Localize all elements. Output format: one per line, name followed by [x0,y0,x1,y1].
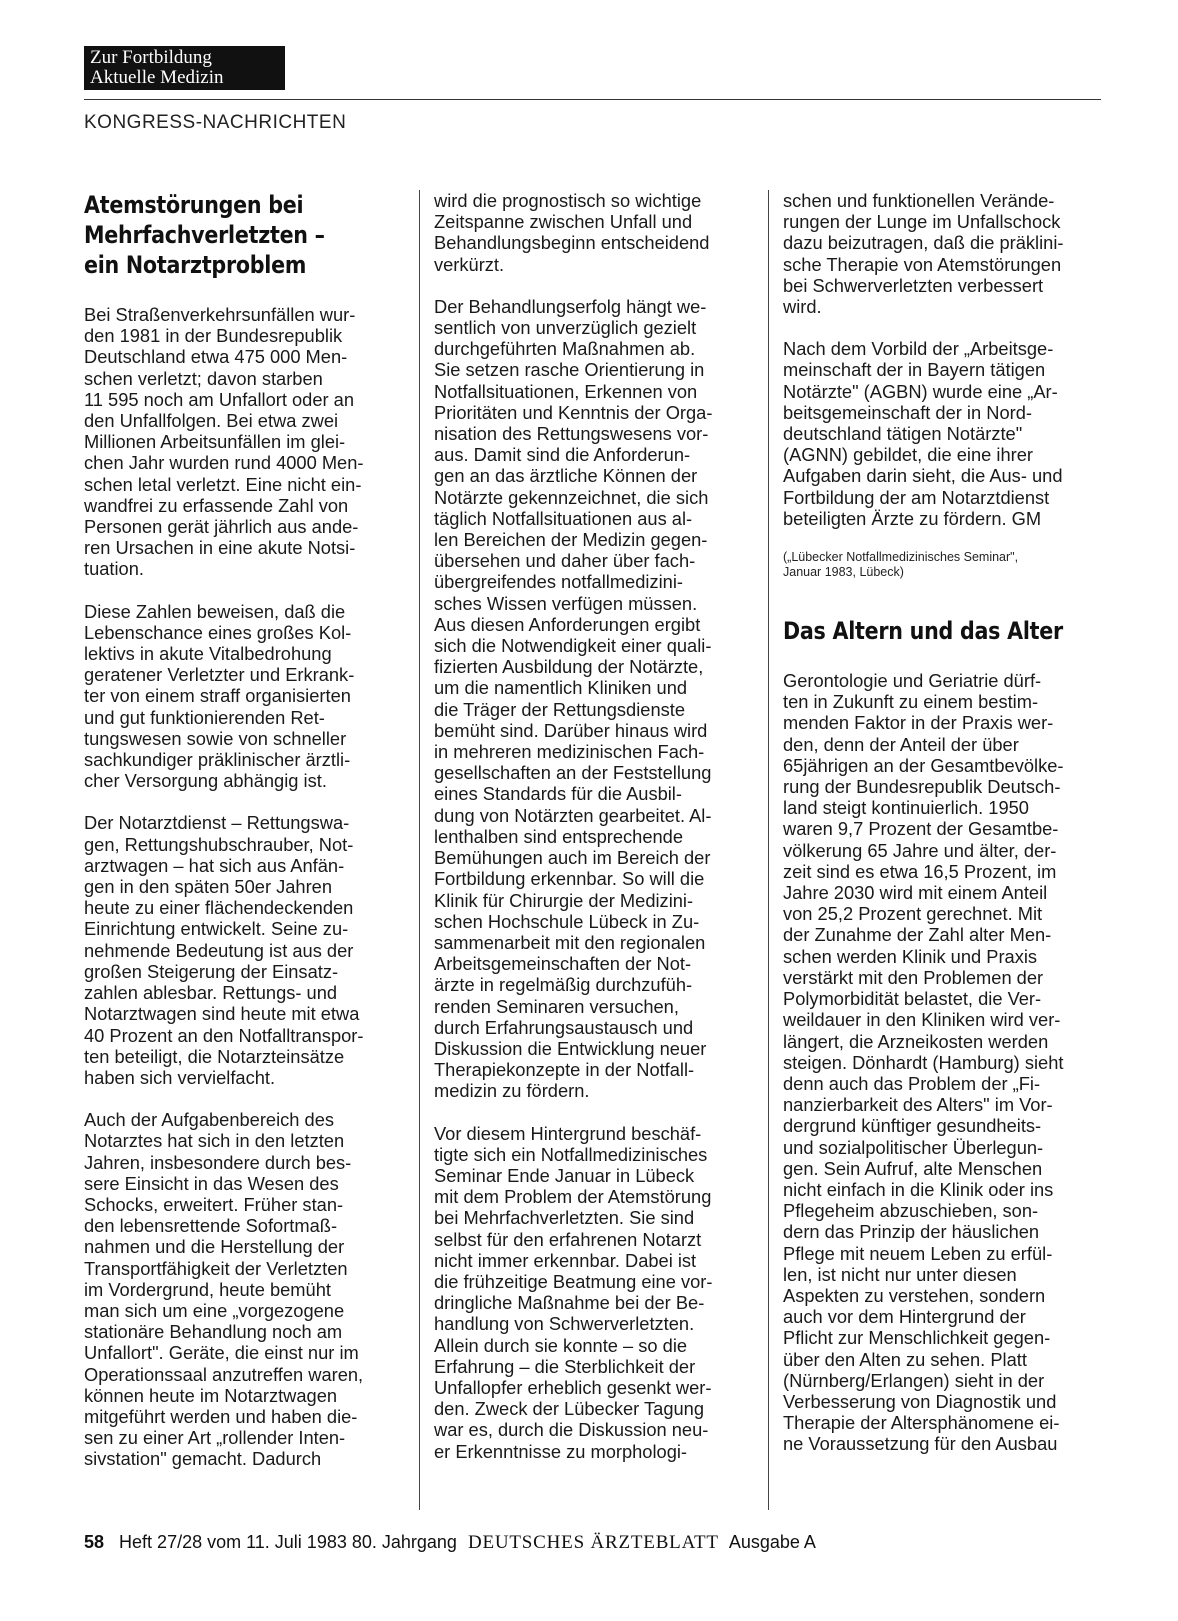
paragraph: wird die prognostisch so wichtige Zeitspanne zwischen Unfall und Behandlungsbeginn entscheidend verkürzt. [434,190,710,275]
column-1 [84,190,406,1491]
category-line-2: Aktuelle Medizin [90,67,224,88]
paragraph: Diese Zahlen beweisen, daß die Lebenschance eines großes Kol- lektivs in akute Vitalbedrohung geratener Verletzter und Erkrank- ter von einem straff organisierten und gut funktionierenden Ret- tungswesen sowie von schneller sachkundiger präklinischer ärztli- cher Versorgung abhängig ist. [84,600,355,792]
category-box [84,46,285,90]
paragraph: Auch der Aufgabenbereich des Notarztes hat sich in den letzten Jahren, insbesondere durch bes- sere Einsicht in das Wesen des Schocks, erweitert. Früher stan- den lebensrettende Sofortmaß- nahmen und die Herstellung der Transportfähigkeit der Verletzten im Vordergrund, heute bemüht man sich um eine „vorgezogene stationäre Behandlung noch am Unfallort". Geräte, die einst nur im Operationssaal anzutreffen waren, können heute im Notarztwagen mitgeführt werden und haben die- sen zu einer Art „rollender Inten- sivstation" gemacht. Dadurch [84,1109,364,1470]
issue-info: Heft 27/28 vom 11. Juli 1983 80. Jahrgang [119,1532,457,1552]
article-title: Atemstörungen bei Mehrfachverletzten – ein Notarztproblem [84,191,325,279]
paragraph: Der Notarztdienst – Rettungswa- gen, Rettungshubschrauber, Not- arztwagen – hat sich aus Anfän- gen in den späten 50er Jahren heute zu einer flächendeckenden Einrichtung entwickelt. Seine zu- nehmende Bedeutung ist aus der großen Steigerung der Einsatz- zahlen ablesbar. Rettungs- und Notarztwagen sind heute mit etwa 40 Prozent an den Notfalltranspor- ten beteiligt, die Notarzteinsätze haben sich vervielfacht. [84,812,364,1088]
paragraph: Vor diesem Hintergrund beschäf- tigte sich ein Notfallmedizinisches Seminar Ende Januar in Lübeck mit dem Problem der Atemstörung bei Mehrfachverletzten. Sie sind selbst für den erfahrenen Notarzt nicht immer erkennbar. Dabei ist die frühzeitige Beatmung eine vor- dringliche Maßnahme bei der Be- handlung von Schwerverletzten. Allein durch sie konnte – so die Erfahrung – die Sterblichkeit der Unfallopfer erheblich gesenkt wer- den. Zweck der Lübecker Tagung war es, durch die Diskussion neu- er Erkenntnisse zu morphologi- [434,1122,713,1462]
column-2 [434,190,756,1483]
paragraph: Der Behandlungserfolg hängt we- sentlich von unverzüglich gezielt durchgeführten Maßnahmen ab. Sie setzen rasche Orientierung in Notfallsituationen, Erkennen von Prioritäten und Kenntnis der Orga- nisation des Rettungswesens vor- aus. Damit sind die Anforderun- gen an das ärztliche Können der Notärzte gekennzeichnet, die sich täglich Notfallsituationen aus al- len Bereichen der Medizin gegen- übersehen und daher über fach- übergreifendes notfallmedizini- sches Wissen verfügen müssen. Aus diesen Anforderungen ergibt sich die Notwendigkeit einer quali- fizierten Ausbildung der Notärzte, um die namentlich Kliniken und die Träger der Rettungsdienste bemüht sind. Darüber hinaus wird in mehreren medizinischen Fach- gesellschaften an der Feststellung eines Standards für die Ausbil- dung von Notärzten gearbeitet. Al- lenthalben sind entsprechende Bemühungen auch im Bereich der Fortbildung erkennbar. So will die Klinik für Chirurgie der Medizini- schen Hochschule Lübeck in Zu- sammenarbeit mit den regionalen Arbeitsgemeinschaften der Not- ärzte in regelmäßig durchzufüh- renden Seminaren versuchen, durch Erfahrungsaustausch und Diskussion die Entwicklung neuer Therapiekonzepte in der Notfall- medizin zu fördern. [434,295,713,1102]
paragraph: Nach dem Vorbild der „Arbeitsge- meinschaft der in Bayern tätigen Notärzte" (AGBN) wurde eine „Ar- beitsgemeinschaft der in Nord- deutschland tätigen Notärzte" (AGNN) gebildet, die eine ihrer Aufgaben darin sieht, die Aus- und Fortbildung der am Notarztdienst beteiligten Ärzte zu fördern. GM [783,338,1063,529]
journal-name: DEUTSCHES ÄRZTEBLATT [467,1532,719,1553]
source-note: („Lübecker Notfallmedizinisches Seminar", Januar 1983, Lübeck) [783,550,1019,580]
page-number: 58 [84,1532,105,1552]
section-label: KONGRESS-NACHRICHTEN [84,112,347,133]
header-rule [84,99,1101,100]
column-divider [768,190,769,1510]
paragraph: Bei Straßenverkehrsunfällen wur- den 1981 in der Bundesrepublik Deutschland etwa 475 000 Men- schen verletzt; davon starben 11 595 noch am Unfallort oder an den Unfallfolgen. Bei etwa zwei Millionen Arbeitsunfällen im glei- chen Jahr wurden rund 4000 Men- schen letal verletzt. Eine nicht ein- wandfrei zu erfassende Zahl von Personen gerät jährlich aus ande- ren Ursachen in eine akute Notsi- tuation. [84,304,364,580]
category-line-1: Zur Fortbildung [90,47,212,68]
article-title: Das Altern und das Alter [783,617,1063,646]
edition-label: Ausgabe A [728,1532,816,1552]
column-3 [783,190,1105,1476]
column-divider [419,190,420,1510]
page-footer [84,1532,816,1554]
paragraph: schen und funktionellen Verände- rungen der Lunge im Unfallschock dazu beizutragen, daß die präklini- sche Therapie von Atemstörungen bei Schwerverletzten verbessert wird. [783,190,1064,318]
paragraph: Gerontologie und Geriatrie dürf- ten in Zukunft zu einem bestim- menden Faktor in der Praxis wer- den, denn der Anteil der über 65jährigen an der Gesamtbevölke- rung der Bundesrepublik Deutsch- land steigt kontinuierlich. 1950 waren 9,7 Prozent der Gesamtbe- völkerung 65 Jahre und älter, der- zeit sind es etwa 16,5 Prozent, im Jahre 2030 wird mit einem Anteil von 25,2 Prozent gerechnet. Mit der Zunahme der Zahl alter Men- schen werden Klinik und Praxis verstärkt mit den Problemen der Polymorbidität belastet, die Ver- weildauer in den Kliniken wird ver- längert, die Arzneikosten werden steigen. Dönhardt (Hamburg) sieht denn auch das Problem der „Fi- nanzierbarkeit des Alters" im Vor- dergrund künftiger gesundheits- und sozialpolitischer Überlegun- gen. Sein Aufruf, alte Menschen nicht einfach in die Klinik oder ins Pflegeheim abzuschieben, son- dern das Prinzip der häuslichen Pflege mit neuem Leben zu erfül- len, ist nicht nur unter diesen Aspekten zu verstehen, sondern auch vor dem Hintergrund der Pflicht zur Menschlichkeit gegen- über den Alten zu sehen. Platt (Nürnberg/Erlangen) sieht in der Verbesserung von Diagnostik und Therapie der Altersphänomene ei- ne Voraussetzung für den Ausbau [783,670,1064,1455]
